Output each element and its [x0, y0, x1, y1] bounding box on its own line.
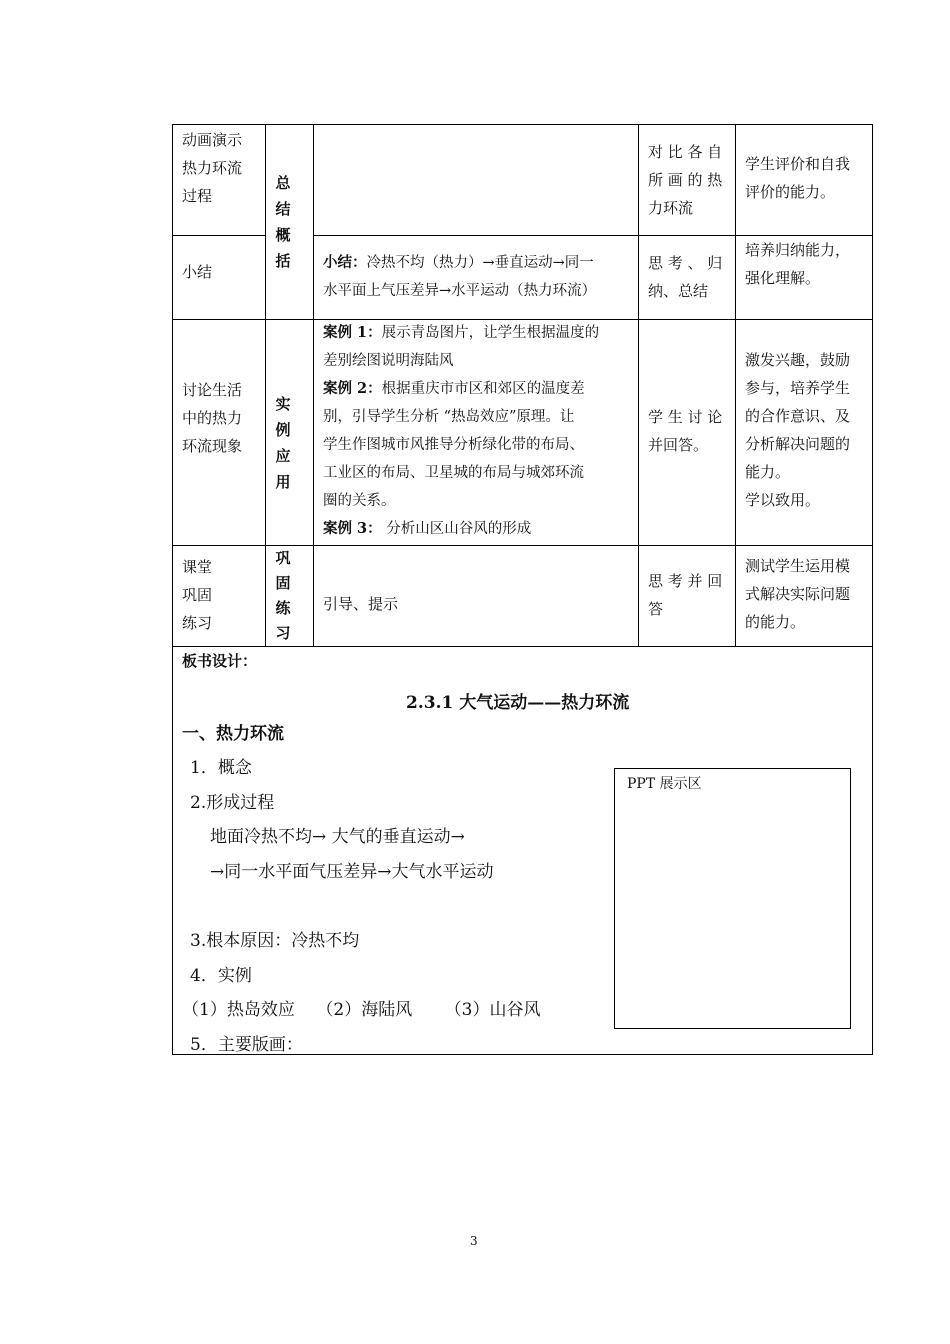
page-number: 3 [470, 1234, 478, 1248]
student-activity-cell: 学 生 讨 论 并回答。 [648, 408, 723, 454]
column-divider [638, 124, 639, 646]
board-examples: （1）热岛效应 （2）海陆风 （3）山谷风 [182, 1000, 541, 1020]
board-item: 2.形成过程 [190, 793, 275, 813]
design-intent-cell: 测试学生运用模 式解决实际问题 的能力。 [745, 557, 851, 631]
phase-label: 总 结 概 括 [275, 174, 291, 270]
board-item: 5．主要版画： [190, 1035, 303, 1055]
board-item: 3.根本原因：冷热不均 [190, 931, 360, 951]
board-design-label: 板书设计： [182, 652, 258, 670]
step-cell: 动画演示 热力环流 过程 [182, 131, 243, 205]
board-item: 4．实例 [190, 966, 252, 986]
board-title: 2.3.1 大气运动——热力环流 [406, 693, 630, 713]
board-flow-line: 地面冷热不均→ 大气的垂直运动→ [210, 827, 465, 847]
phase-label: 实 例 应 用 [275, 395, 291, 491]
step-cell: 小结 [182, 263, 213, 281]
design-intent-cell: 培养归纳能力， 强化理解。 [745, 241, 851, 287]
teacher-activity-cell: 引导、提示 [323, 595, 399, 613]
phase-label: 巩 固 练 习 [275, 549, 291, 642]
student-activity-cell: 对 比 各 自 所 画 的 热 力环流 [648, 143, 723, 217]
board-section-heading: 一、热力环流 [182, 724, 284, 744]
step-cell: 课堂 巩固 练习 [182, 558, 213, 632]
step-cell: 讨论生活 中的热力 环流现象 [182, 381, 243, 455]
column-divider [265, 124, 266, 646]
board-flow-line: →同一水平面气压差异→大气水平运动 [210, 862, 494, 882]
student-activity-cell: 思 考 、 归 纳、总结 [648, 254, 723, 300]
row-divider [172, 646, 873, 647]
teacher-activity-cell: 案例 1：展示青岛图片，让学生根据温度的 差别绘图说明海陆风 案例 2：根据重庆市市区和郊区的温度差 别，引导学生分析 “热岛效应”原理。让 学生作图城市风推导分析绿化带的布局、 工业区的布局、卫星城的布局与城郊环流 圈的关系。 案例 3： 分析山区山谷风的形成 [323, 324, 600, 537]
board-item: 1．概念 [190, 758, 252, 778]
student-activity-cell: 思 考 并 回 答 [648, 572, 723, 618]
row-divider [172, 235, 265, 236]
ppt-display-label: PPT 展示区 [627, 776, 702, 792]
column-divider [313, 124, 314, 646]
ppt-display-area [614, 768, 851, 1029]
design-intent-cell: 激发兴趣，鼓励 参与，培养学生 的合作意识、及 分析解决问题的 能力。 学以致用。 [745, 351, 851, 509]
design-intent-cell: 学生评价和自我 评价的能力。 [745, 155, 851, 201]
column-divider [735, 124, 736, 646]
teacher-activity-cell: 小结：冷热不均（热力）→垂直运动→同一 水平面上气压差异→水平运动（热力环流） [323, 254, 597, 299]
